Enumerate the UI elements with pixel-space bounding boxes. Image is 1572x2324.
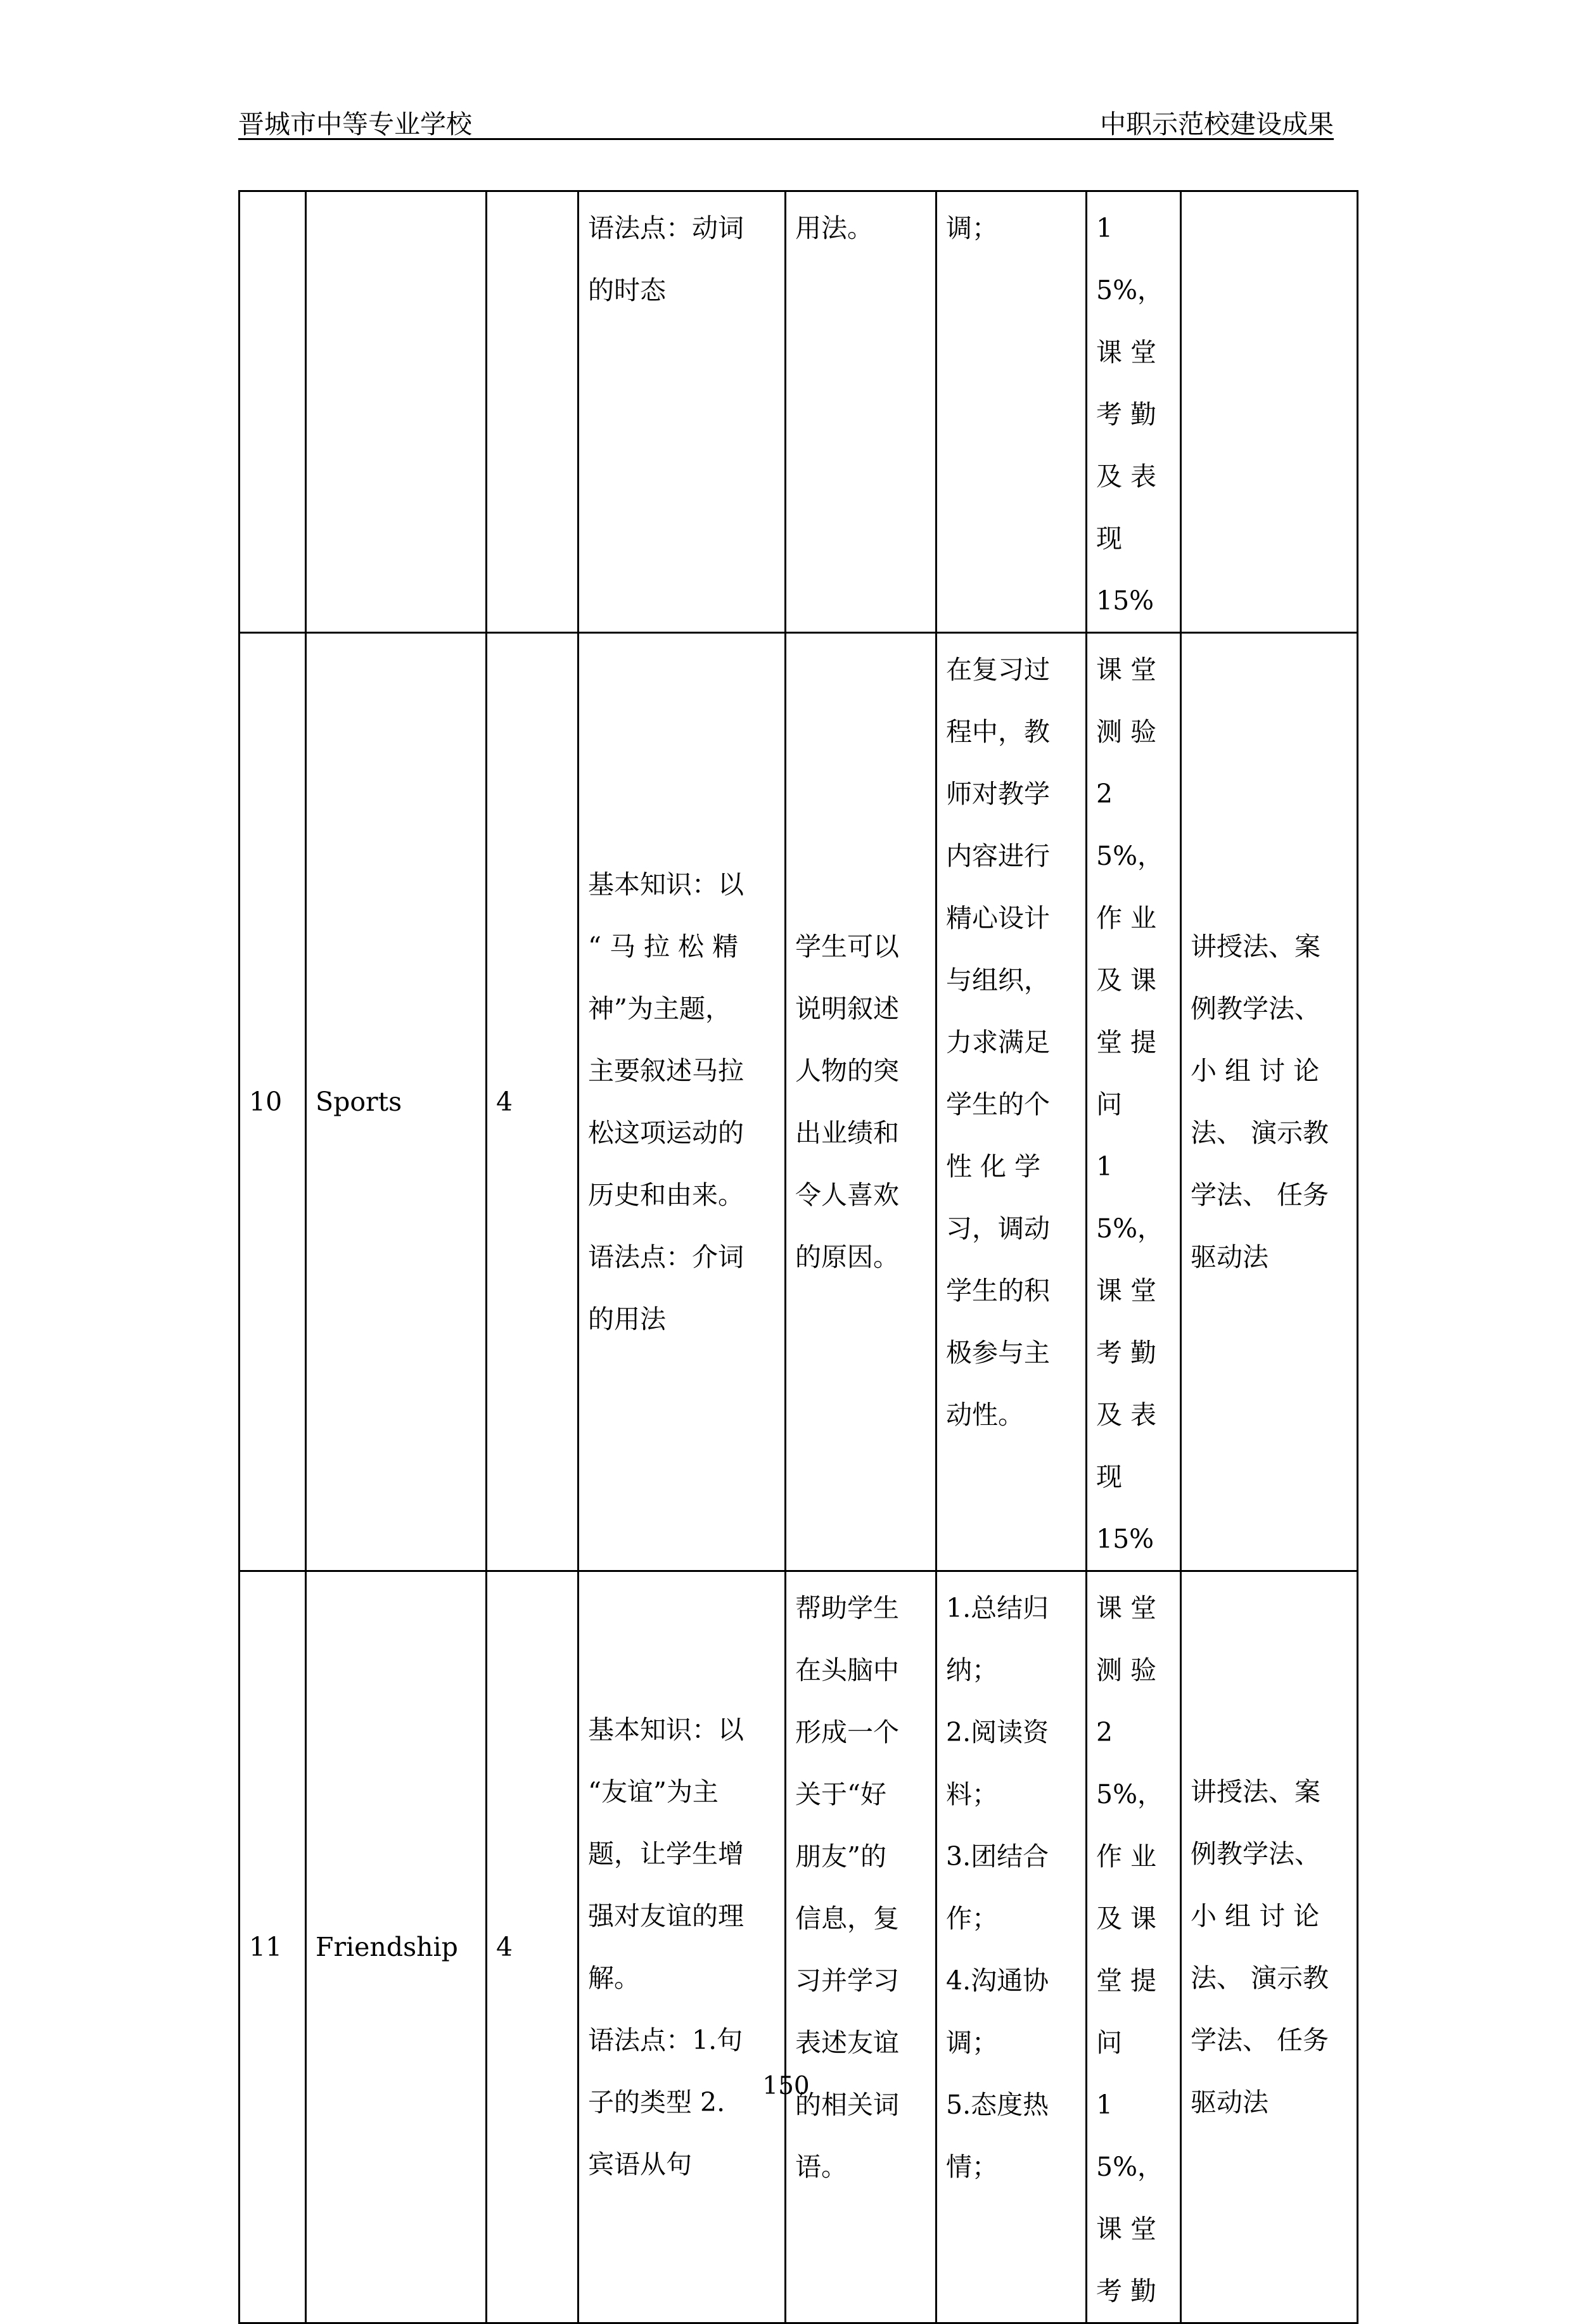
cell-line: 子的类型 2. bbox=[588, 2087, 725, 2117]
cell-line: 驱动法 bbox=[1191, 1242, 1268, 1272]
cell-line: 信息，复 bbox=[795, 1903, 899, 1934]
cell-line: 语法点：1.句 bbox=[588, 2025, 743, 2055]
cell-number: 11 bbox=[240, 1571, 306, 2323]
cell-line: 及 表 bbox=[1096, 1400, 1157, 1430]
cell-line: 学生的个 bbox=[946, 1089, 1050, 1120]
cell-line: 令人喜欢 bbox=[795, 1180, 899, 1210]
cell-content bbox=[578, 633, 786, 1571]
cell-line: 15%， bbox=[1096, 2090, 1164, 2182]
cell-line: 与组织， bbox=[946, 965, 1050, 995]
cell-line: 帮助学生 bbox=[795, 1593, 899, 1623]
cell-line: 说明叙述 bbox=[795, 993, 899, 1024]
cell-line: 习并学习 bbox=[795, 1965, 899, 1996]
cell-content bbox=[578, 1571, 786, 2323]
cell-method bbox=[1181, 633, 1358, 1571]
cell-line: 学法、 任务 bbox=[1191, 2025, 1329, 2055]
cell-line: 的用法 bbox=[588, 1304, 666, 1334]
cell-line: 语法点：动词 bbox=[588, 213, 744, 243]
cell-line: 动性。 bbox=[946, 1400, 1024, 1430]
cell-line: 人物的突 bbox=[795, 1056, 899, 1086]
cell-line: 朋友”的 bbox=[795, 1841, 886, 1872]
cell-process bbox=[936, 191, 1087, 633]
cell-line: 调； bbox=[946, 2027, 998, 2058]
cell-method bbox=[1181, 191, 1358, 633]
cell-line: 宾语从句 bbox=[588, 2149, 692, 2180]
cell-line: 法、 演示教 bbox=[1191, 1963, 1329, 1993]
cell-line: 1.总结归 bbox=[946, 1593, 1049, 1623]
cell-line: 4.沟通协 bbox=[946, 1965, 1049, 1996]
cell-line: 性 化 学 bbox=[946, 1151, 1041, 1182]
cell-line: 讲授法、案 bbox=[1191, 931, 1320, 962]
cell-content bbox=[578, 191, 786, 633]
header-school-name: 晋城市中等专业学校 bbox=[238, 109, 472, 139]
cell-line: 作； bbox=[946, 1903, 998, 1934]
cell-line: 例教学法、 bbox=[1191, 993, 1320, 1024]
cell-line: 题，让学生增 bbox=[588, 1839, 744, 1869]
cell-line: 历史和由来。 bbox=[588, 1180, 744, 1210]
cell-line: 考 勤 bbox=[1096, 399, 1157, 430]
cell-line: 课 堂 bbox=[1096, 1593, 1157, 1623]
cell-line: 课 堂 bbox=[1096, 2214, 1157, 2244]
cell-line: 主要叙述马拉 bbox=[588, 1056, 744, 1086]
cell-line: 25%， bbox=[1096, 1717, 1164, 1810]
cell-line: 问 bbox=[1096, 2027, 1122, 2058]
cell-goals bbox=[786, 1571, 936, 2323]
cell-process bbox=[936, 633, 1087, 1571]
cell-number: 10 bbox=[240, 633, 306, 1571]
cell-line: 5.态度热 bbox=[946, 2090, 1049, 2120]
cell-assessment bbox=[1087, 191, 1181, 633]
cell-line: 关于“好 bbox=[795, 1779, 886, 1810]
cell-process bbox=[936, 1571, 1087, 2323]
cell-line: 测 验 bbox=[1096, 1655, 1157, 1685]
teaching-plan-table bbox=[238, 190, 1358, 2324]
cell-line: 程中，教 bbox=[946, 717, 1050, 747]
header-rule bbox=[238, 138, 1334, 140]
cell-line: 课 堂 bbox=[1096, 337, 1157, 367]
cell-line: 法、 演示教 bbox=[1191, 1118, 1329, 1148]
cell-line: 及 表 bbox=[1096, 461, 1157, 492]
cell-line: “友谊”为主 bbox=[588, 1777, 719, 1807]
cell-unit bbox=[306, 191, 487, 633]
cell-assessment bbox=[1087, 633, 1181, 1571]
page-number: 150 bbox=[762, 2072, 810, 2100]
cell-line: 基本知识：以 bbox=[588, 1714, 744, 1745]
cell-line: 25%， bbox=[1096, 779, 1164, 871]
cell-line: 料； bbox=[946, 1779, 998, 1810]
cell-line: 2.阅读资 bbox=[946, 1717, 1049, 1747]
cell-line: 考 勤 bbox=[1096, 1338, 1157, 1368]
cell-line: 习，调动 bbox=[946, 1213, 1050, 1244]
cell-line: 作 业 bbox=[1096, 1841, 1157, 1872]
cell-number bbox=[240, 191, 306, 633]
cell-line: 表述友谊 bbox=[795, 2027, 899, 2058]
cell-line: 情； bbox=[946, 2152, 998, 2182]
cell-goals bbox=[786, 633, 936, 1571]
cell-line: 极参与主 bbox=[946, 1338, 1050, 1368]
cell-line: 调； bbox=[946, 213, 998, 243]
cell-line: 及 课 bbox=[1096, 1903, 1157, 1934]
cell-line: 学生的积 bbox=[946, 1275, 1050, 1306]
cell-line: 及 课 bbox=[1096, 965, 1157, 995]
cell-line: 15% bbox=[1096, 585, 1154, 616]
cell-line: 测 验 bbox=[1096, 717, 1157, 747]
cell-line: 堂 提 bbox=[1096, 1965, 1157, 1996]
table-row bbox=[240, 1571, 1358, 2323]
cell-line: 出业绩和 bbox=[795, 1118, 899, 1148]
cell-line: 内容进行 bbox=[946, 841, 1050, 871]
cell-line: 师对教学 bbox=[946, 779, 1050, 809]
cell-method bbox=[1181, 1571, 1358, 2323]
cell-line: 学法、 任务 bbox=[1191, 1180, 1329, 1210]
cell-line: 驱动法 bbox=[1191, 2087, 1268, 2117]
cell-hours: 4 bbox=[487, 1571, 578, 2323]
header-document-title: 中职示范校建设成果 bbox=[1100, 109, 1334, 139]
cell-line: 考 勤 bbox=[1096, 2276, 1157, 2306]
cell-line: 15% bbox=[1096, 1524, 1154, 1554]
cell-line: 的时态 bbox=[588, 275, 666, 305]
cell-line: 精心设计 bbox=[946, 903, 1050, 933]
cell-line: 课 堂 bbox=[1096, 654, 1157, 685]
cell-line: 松这项运动的 bbox=[588, 1118, 744, 1148]
cell-line: 的原因。 bbox=[795, 1242, 899, 1272]
cell-line: 在复习过 bbox=[946, 654, 1050, 685]
cell-line: 语。 bbox=[795, 2152, 847, 2182]
cell-line: 现 bbox=[1096, 1462, 1122, 1492]
table-body bbox=[240, 191, 1358, 2323]
cell-line: 纳； bbox=[946, 1655, 998, 1685]
cell-line: 例教学法、 bbox=[1191, 1839, 1320, 1869]
table-row bbox=[240, 191, 1358, 633]
cell-line: 堂 提 bbox=[1096, 1027, 1157, 1057]
cell-line: 小 组 讨 论 bbox=[1191, 1901, 1320, 1931]
cell-line: 力求满足 bbox=[946, 1027, 1050, 1057]
cell-line: 神”为主题， bbox=[588, 993, 731, 1024]
cell-line: 课 堂 bbox=[1096, 1275, 1157, 1306]
cell-line: 现 bbox=[1096, 523, 1122, 554]
cell-unit: Sports bbox=[306, 633, 487, 1571]
cell-line: 小 组 讨 论 bbox=[1191, 1056, 1320, 1086]
cell-line: 语法点：介词 bbox=[588, 1242, 744, 1272]
cell-line: 问 bbox=[1096, 1089, 1122, 1120]
cell-line: 讲授法、案 bbox=[1191, 1777, 1320, 1807]
cell-line: 形成一个 bbox=[795, 1717, 899, 1747]
cell-line: 基本知识：以 bbox=[588, 869, 744, 900]
cell-assessment bbox=[1087, 1571, 1181, 2323]
cell-line: 作 业 bbox=[1096, 903, 1157, 933]
cell-line: 3.团结合 bbox=[946, 1841, 1049, 1872]
cell-line: 用法。 bbox=[795, 213, 873, 243]
cell-line: 学生可以 bbox=[795, 931, 899, 962]
cell-unit: Friendship bbox=[306, 1571, 487, 2323]
cell-hours bbox=[487, 191, 578, 633]
cell-hours: 4 bbox=[487, 633, 578, 1571]
table-row bbox=[240, 633, 1358, 1571]
cell-line: 15%， bbox=[1096, 1151, 1164, 1244]
cell-goals bbox=[786, 191, 936, 633]
cell-line: 在头脑中 bbox=[795, 1655, 899, 1685]
cell-line: 解。 bbox=[588, 1963, 640, 1993]
cell-line: 的相关词 bbox=[795, 2090, 899, 2120]
cell-line: 15%， bbox=[1096, 213, 1164, 305]
cell-line: 强对友谊的理 bbox=[588, 1901, 744, 1931]
cell-line: “ 马 拉 松 精 bbox=[588, 931, 739, 962]
